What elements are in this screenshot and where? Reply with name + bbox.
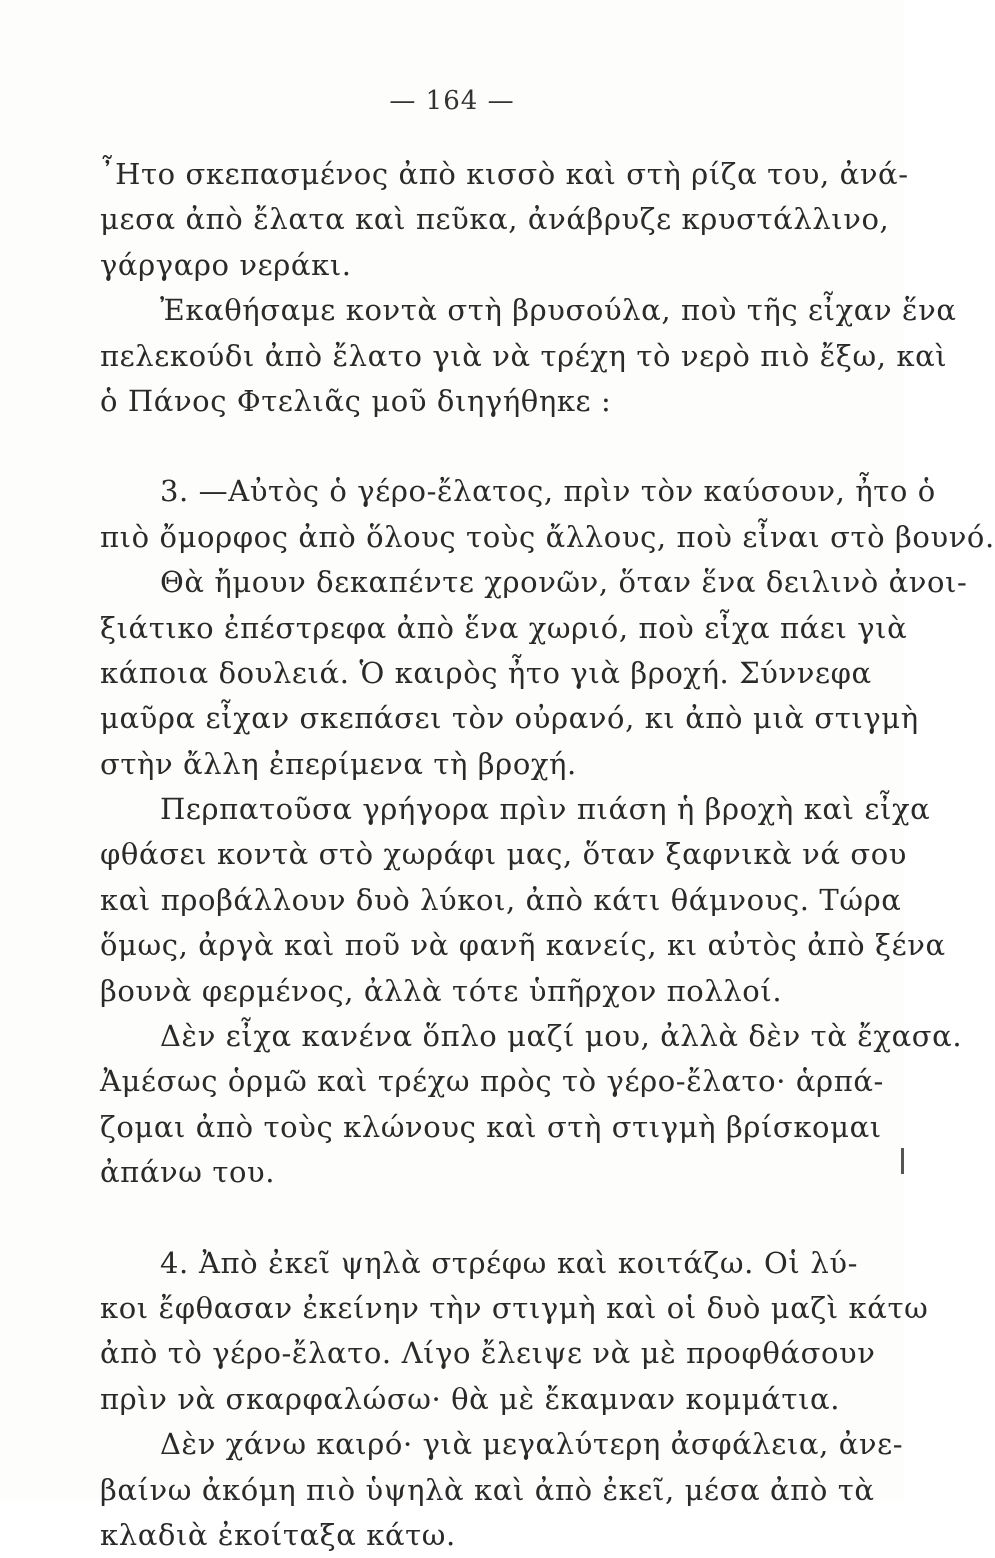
text-line: ζομαι ἀπὸ τοὺς κλώνους καὶ στὴ στιγμὴ βρίσκομαι [100,1109,882,1144]
text-line: βαίνω ἀκόμη πιὸ ὑψηλὰ καὶ ἀπὸ ἐκεῖ, μέσα ἀπὸ τὰ [100,1472,875,1507]
text-line: μαῦρα εἶχαν σκεπάσει τὸν οὐρανό, κι ἀπὸ μιὰ στιγμὴ [100,701,919,736]
text-line: βουνὰ φερμένος, ἀλλὰ τότε ὑπῆρχον πολλοί. [100,973,783,1008]
text-line: ξιάτικο ἐπέστρεφα ἀπὸ ἕνα χωριό, ποὺ εἶχα πάει γιὰ [100,610,908,645]
text-line: φθάσει κοντὰ στὸ χωράφι μας, ὅταν ξαφνικὰ νά σου [100,837,908,872]
text-line: Δὲν εἶχα κανένα ὅπλο μαζί μου, ἀλλὰ δὲν τὰ ἔχασα. [160,1019,963,1054]
text-line: ἀπὸ τὸ γέρο-ἔλατο. Λίγο ἔλειψε νὰ μὲ προφθάσουν [100,1336,876,1371]
body-text [100,152,995,1558]
text-line: Δὲν χάνω καιρό· γιὰ μεγαλύτερη ἀσφάλεια, ἀνε- [160,1427,904,1462]
text-line: κάποια δουλειά. Ὁ καιρὸς ἦτο γιὰ βροχή. Σύννεφα [100,655,872,690]
section-gap [100,424,858,469]
text-line: Θὰ ἤμουν δεκαπέντε χρονῶν, ὅταν ἕνα δειλινὸ ἀνοι- [160,565,968,600]
text-line: γάργαρο νεράκι. [100,247,352,282]
text-line: Ἀμέσως ὁρμῶ καὶ τρέχω πρὸς τὸ γέρο-ἔλατο· ἁρπά- [100,1064,884,1099]
text-line: ὁ Πάνος Φτελιᾶς μοῦ διηγήθηκε : [100,383,612,418]
text-line: πιὸ ὄμορφος ἀπὸ ὅλους τοὺς ἄλλους, ποὺ εἶναι στὸ βουνό. [100,519,995,554]
text-line: ἀπάνω του. [100,1155,276,1190]
text-line: πελεκούδι ἀπὸ ἔλατο γιὰ νὰ τρέχη τὸ νερὸ πιὸ ἔξω, καὶ [100,338,948,373]
text-line: καὶ προβάλλουν δυὸ λύκοι, ἀπὸ κάτι θάμνους. Τώρα [100,882,902,917]
text-line: ῏Ητο σκεπασμένος ἀπὸ κισσὸ καὶ στὴ ρίζα του, ἀνά- [100,157,909,191]
section-gap [100,1196,858,1241]
scan-edge-mark [901,1148,904,1174]
text-line: πρὶν νὰ σκαρφαλώσω· θὰ μὲ ἔκαμναν κομμάτια. [100,1381,841,1416]
text-line: κοι ἔφθασαν ἐκείνην τὴν στιγμὴ καὶ οἱ δυὸ μαζὶ κάτω [100,1290,929,1325]
section-3-start: 3. —Αὐτὸς ὁ γέρο-ἔλατος, πρὶν τὸν καύσουν, ἦτο ὁ [160,474,936,509]
text-line: ὅμως, ἀργὰ καὶ ποῦ νὰ φανῆ κανείς, κι αὐτὸς ἀπὸ ξένα [100,928,946,963]
text-line: μεσα ἀπὸ ἔλατα καὶ πεῦκα, ἀνάβρυζε κρυστάλλινο, [100,202,890,237]
text-line: στὴν ἄλλη ἐπερίμενα τὴ βροχή. [100,746,577,781]
text-line: κλαδιὰ ἐκοίταξα κάτω. [100,1517,456,1552]
text-line: Περπατοῦσα γρήγορα πρὶν πιάση ἡ βροχὴ καὶ εἶχα [160,792,931,827]
page-number: — 164 — [389,86,515,116]
section-4-start: 4. Ἀπὸ ἐκεῖ ψηλὰ στρέφω καὶ κοιτάζω. Οἱ λύ- [160,1245,858,1280]
text-line: Ἐκαθήσαμε κοντὰ στὴ βρυσούλα, ποὺ τῆς εἶχαν ἕνα [160,293,957,328]
